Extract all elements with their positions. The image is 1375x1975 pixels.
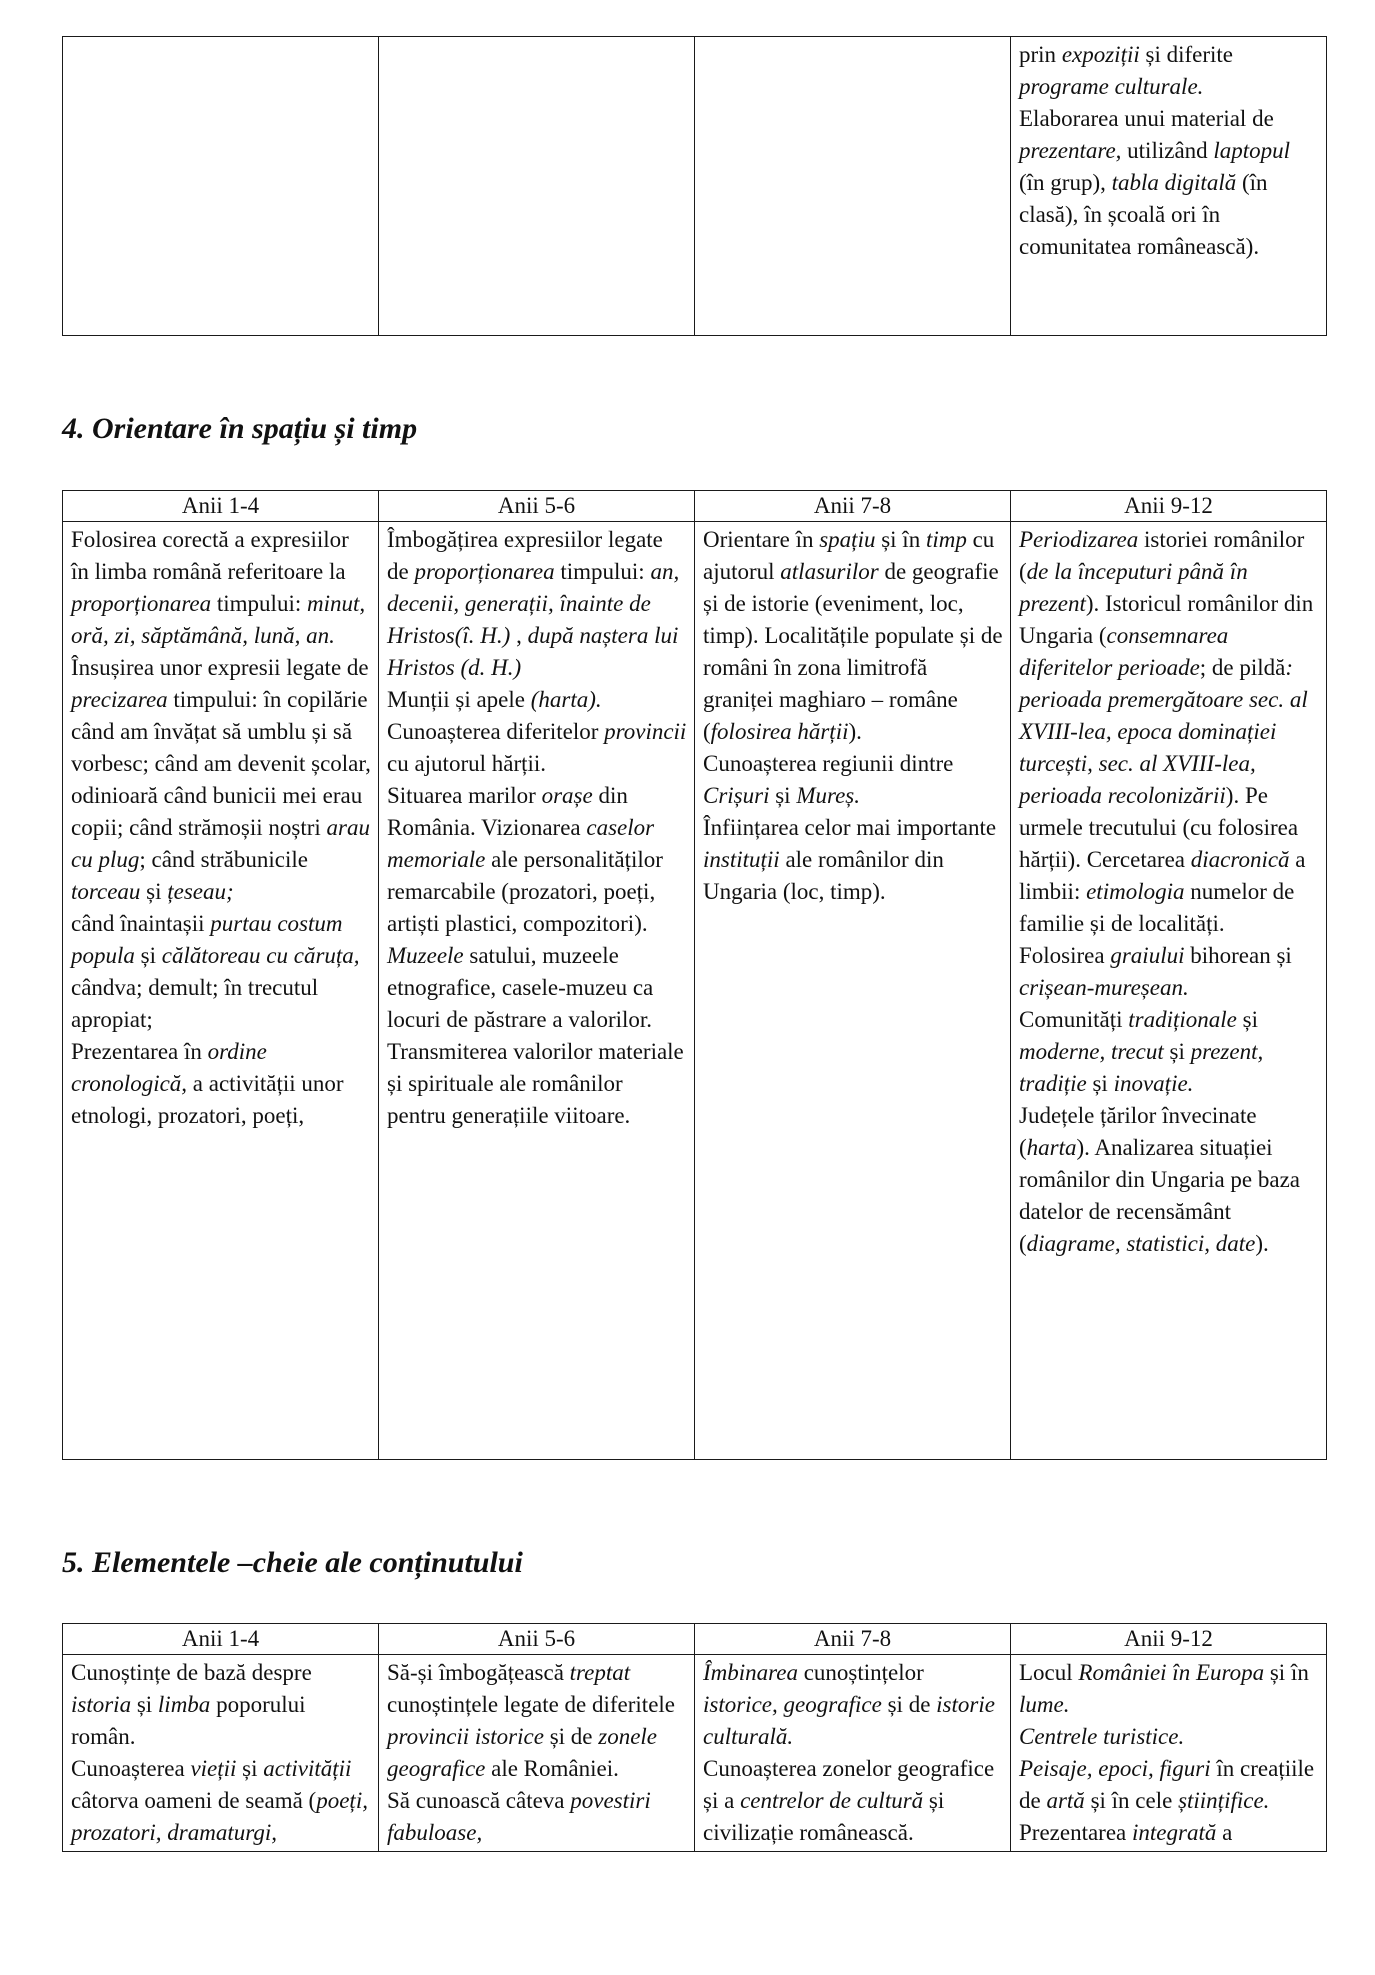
text: Prezentarea	[1019, 1820, 1133, 1845]
italic-text: zonele geografice	[387, 1724, 658, 1781]
text: cu ajutorul	[703, 527, 995, 584]
italic-text: Muzeele	[387, 943, 464, 968]
cell-paragraph	[1019, 39, 1319, 103]
cell-paragraph	[71, 524, 371, 652]
italic-text: minut, oră, zi, săptămână, lună, an.	[71, 591, 366, 648]
table-cell	[63, 522, 379, 1460]
italic-text: programe culturale.	[1019, 74, 1204, 99]
italic-text: Peisaje, epoci, figuri	[1019, 1756, 1211, 1781]
italic-text: treptat	[569, 1660, 631, 1685]
italic-text: istorice, geografice	[703, 1692, 882, 1717]
text: a activității unor etnologi, prozatori, poeți,	[71, 1071, 344, 1128]
cell-paragraph	[703, 748, 1003, 812]
italic-text: integrată	[1132, 1820, 1217, 1845]
text: și de	[881, 1692, 937, 1717]
text: a	[1216, 1820, 1233, 1845]
text: cunoștințelor	[797, 1660, 924, 1685]
text: ).	[848, 719, 862, 744]
text: timpului:	[554, 559, 651, 584]
text: Elaborarea unui material de	[1019, 106, 1274, 131]
italic-text: purtau costum popula	[71, 911, 343, 968]
text: și	[134, 943, 162, 968]
italic-text: : perioada premergătoare sec. al XVIII-lea, epoca dominației turcești, sec. al XVIII-lea, perioada recolonizării	[1019, 655, 1308, 808]
text: ). Analizarea situației românilor din Ungaria pe baza datelor de recensământ (	[1019, 1135, 1300, 1256]
text: Cunoașterea	[71, 1756, 191, 1781]
cell-paragraph	[71, 1036, 371, 1132]
text: prin	[1019, 42, 1062, 67]
cell-paragraph	[1019, 103, 1319, 263]
italic-text: călătoreau cu căruța,	[161, 943, 360, 968]
text: (în clasă), în școală ori în comunitatea românească).	[1019, 170, 1268, 259]
table-cell	[695, 37, 1011, 336]
table-cell	[695, 1655, 1011, 1852]
cell-paragraph	[1019, 1657, 1319, 1721]
text: Să cunoască câteva	[387, 1788, 571, 1813]
italic-text: prezentare,	[1019, 138, 1122, 163]
italic-text: tabla digitală	[1111, 170, 1237, 195]
text: și diferite	[1139, 42, 1233, 67]
cell-paragraph	[387, 684, 687, 716]
italic-text: an, decenii, generații, înainte de Hristos(î. H.)	[387, 559, 680, 648]
italic-text: de la începuturi până în prezent	[1019, 559, 1248, 616]
section-heading: 4. Orientare în spațiu și timp	[62, 412, 418, 445]
table-elemente-cheie	[62, 1623, 1327, 1852]
text: Cunoașterea zonelor geografice și a	[703, 1756, 995, 1813]
text: Însușirea unor expresii legate de	[71, 655, 369, 680]
cell-paragraph	[387, 780, 687, 940]
column-header: Anii 5-6	[379, 1624, 695, 1655]
text: utilizând	[1121, 138, 1214, 163]
text: și	[1236, 1007, 1258, 1032]
column-header: Anii 7-8	[695, 491, 1011, 522]
text: satului, muzeele etnografice, casele-muzeu ca locuri de păstrare a valorilor. Transmiterea valorilor materiale și spirituale ale românilor pentru generațiile viitoare.	[387, 943, 684, 1128]
text: și	[236, 1756, 264, 1781]
column-header: Anii 9-12	[1011, 491, 1327, 522]
italic-text: țeseau;	[167, 879, 234, 904]
italic-text: Centrele turistice.	[1019, 1724, 1185, 1749]
text: ). Istoricul românilor din Ungaria (	[1019, 591, 1314, 648]
text: Cunoașterea diferitelor	[387, 719, 605, 744]
text: cândva; demult; în trecutul apropiat;	[71, 975, 319, 1032]
italic-text: laptopul	[1213, 138, 1291, 163]
text: Cunoștințe de bază despre	[71, 1660, 312, 1685]
italic-text: lume.	[1019, 1692, 1070, 1717]
italic-text: vieții	[190, 1756, 237, 1781]
italic-text: timp	[925, 527, 967, 552]
italic-text: Periodizarea	[1019, 527, 1139, 552]
table-row	[63, 37, 1327, 336]
italic-text: spațiu	[819, 527, 876, 552]
italic-text: moderne, trecut	[1019, 1039, 1164, 1064]
cell-paragraph	[387, 1657, 687, 1785]
table-header-row	[63, 491, 1327, 522]
cell-paragraph	[703, 812, 1003, 908]
italic-text: provincii	[604, 719, 687, 744]
table-cell	[379, 522, 695, 1460]
italic-text: artă	[1046, 1788, 1085, 1813]
cell-paragraph	[387, 524, 687, 684]
cell-paragraph	[1019, 1753, 1319, 1817]
cell-paragraph	[387, 940, 687, 1132]
text: timpului:	[211, 591, 307, 616]
table-row	[63, 1655, 1327, 1852]
italic-text: României în Europa	[1078, 1660, 1265, 1685]
italic-text: graiului	[1110, 943, 1185, 968]
italic-text: etimologia	[1086, 879, 1185, 904]
text: ; de pildă	[1199, 655, 1286, 680]
italic-text: precizarea	[71, 687, 168, 712]
text: (în grup),	[1019, 170, 1112, 195]
cell-paragraph	[71, 652, 371, 908]
cell-paragraph	[1019, 1721, 1319, 1753]
text: Locul	[1019, 1660, 1079, 1685]
italic-text: diagrame, statistici, date	[1026, 1231, 1256, 1256]
italic-text: ordine cronologică,	[71, 1039, 267, 1096]
italic-text: povestiri fabuloase,	[387, 1788, 651, 1845]
italic-text: centrelor de cultură	[740, 1788, 924, 1813]
italic-text: Îmbinarea	[703, 1660, 798, 1685]
italic-text: științifice.	[1178, 1788, 1270, 1813]
column-header: Anii 1-4	[63, 1624, 379, 1655]
column-header: Anii 5-6	[379, 491, 695, 522]
text: istoriei românilor (	[1019, 527, 1305, 584]
italic-text: limba	[157, 1692, 211, 1717]
text: Folosirea corectă a expresiilor în limba română referitoare la	[71, 527, 349, 584]
cell-paragraph	[71, 1753, 371, 1849]
cell-paragraph	[71, 908, 371, 1036]
text: timpului: în copilărie când am învățat să umblu și să vorbesc; când am devenit școlar, odinioară când bunicii mei erau copii; când strămoșii noștri	[71, 687, 371, 840]
text: și	[1163, 1039, 1191, 1064]
italic-text: orașe	[541, 783, 593, 808]
cell-paragraph	[1019, 1100, 1319, 1260]
column-header: Anii 1-4	[63, 491, 379, 522]
text: când înaintașii	[71, 911, 211, 936]
italic-text: activității	[263, 1756, 352, 1781]
text: Munții și apele	[387, 687, 531, 712]
text: Situarea marilor	[387, 783, 542, 808]
section-heading: 5. Elementele –cheie ale conținutului	[62, 1546, 523, 1579]
italic-text: atlasurilor	[780, 559, 879, 584]
text: bihorean și	[1184, 943, 1292, 968]
italic-text: crișean-mureșean.	[1019, 975, 1189, 1000]
text: și civilizație românească.	[703, 1788, 945, 1845]
italic-text: după naștera lui Hristos (d. H.)	[387, 623, 679, 680]
text: numelor de familie și de localități.	[1019, 879, 1295, 936]
italic-text: diacronică	[1190, 847, 1290, 872]
cell-paragraph	[1019, 1004, 1319, 1100]
italic-text: harta	[1026, 1135, 1077, 1160]
italic-text: caselor memoriale	[387, 815, 655, 872]
table-cell	[1011, 522, 1327, 1460]
text: și	[140, 879, 168, 904]
column-header: Anii 9-12	[1011, 1624, 1327, 1655]
text: și	[1086, 1071, 1114, 1096]
italic-text: (harta).	[530, 687, 602, 712]
text: ale românilor din Ungaria (loc, timp).	[703, 847, 944, 904]
text: cunoștințele legate de diferitele	[387, 1692, 676, 1717]
table-cell	[695, 522, 1011, 1460]
cell-paragraph	[703, 1753, 1003, 1849]
italic-text: folosirea hărții	[710, 719, 849, 744]
text: și în	[875, 527, 926, 552]
table-cell	[379, 1655, 695, 1852]
cell-paragraph	[1019, 524, 1319, 940]
cell-paragraph	[387, 1785, 687, 1849]
italic-text: Mureș.	[796, 783, 860, 808]
text: și	[769, 783, 797, 808]
text: în creațiile de	[1019, 1756, 1315, 1813]
text: ).	[1255, 1231, 1269, 1256]
text: și în	[1264, 1660, 1309, 1685]
text: cu ajutorul hărții.	[387, 751, 547, 776]
text: Să-și îmbogățească	[387, 1660, 570, 1685]
table-cell	[1011, 1655, 1327, 1852]
table-orientare	[62, 490, 1327, 1460]
cell-paragraph	[703, 524, 1003, 748]
italic-text: proporționarea	[414, 559, 555, 584]
text: ale României.	[485, 1756, 619, 1781]
italic-text: arau cu plug	[71, 815, 370, 872]
text: ale personalităților remarcabile (prozatori, poeți, artiști plastici, compozitori).	[387, 847, 663, 936]
text: Folosirea	[1019, 943, 1111, 968]
text: ; când străbunicile	[139, 847, 308, 872]
text: Îmbogățirea expresiilor legate de	[387, 527, 663, 584]
text: Cunoașterea regiunii dintre	[703, 751, 954, 776]
italic-text: torceau	[71, 879, 141, 904]
italic-text: prezent, tradiție	[1019, 1039, 1264, 1096]
text: de geografie și de istorie (eveniment, loc, timp). Localitățile populate și de români în zona limitrofă graniței maghiaro – române (	[703, 559, 1003, 744]
italic-text: inovație.	[1113, 1071, 1194, 1096]
text: din România. Vizionarea	[387, 783, 628, 840]
italic-text: instituții	[703, 847, 780, 872]
cell-paragraph	[703, 1657, 1003, 1753]
cell-paragraph	[71, 1657, 371, 1753]
text: ,	[510, 623, 528, 648]
italic-text: istoria	[71, 1692, 132, 1717]
text: poporului român.	[71, 1692, 306, 1749]
text: ). Pe urmele trecutului (cu folosirea hărții). Cercetarea	[1019, 783, 1299, 872]
text: Înființarea celor mai importante	[703, 815, 997, 840]
table-cell	[379, 37, 695, 336]
column-header: Anii 7-8	[695, 1624, 1011, 1655]
text: și	[131, 1692, 158, 1717]
italic-text: istorie culturală.	[703, 1692, 995, 1749]
italic-text: poeți, prozatori, dramaturgi,	[71, 1788, 368, 1845]
italic-text: tradiționale	[1128, 1007, 1237, 1032]
table-cell	[63, 37, 379, 336]
text: Județele țărilor învecinate (	[1019, 1103, 1257, 1160]
table-cell	[1011, 37, 1327, 336]
italic-text: consemnarea diferitelor perioade	[1019, 623, 1229, 680]
italic-text: expoziții	[1061, 42, 1140, 67]
text: și de	[543, 1724, 599, 1749]
italic-text: proporționarea	[71, 591, 212, 616]
italic-text: Crișuri	[703, 783, 770, 808]
text: Prezentarea în	[71, 1039, 208, 1064]
table-header-row	[63, 1624, 1327, 1655]
text: a limbii:	[1019, 847, 1306, 904]
table-continuation	[62, 36, 1327, 336]
cell-paragraph	[1019, 940, 1319, 1004]
text: și în cele	[1084, 1788, 1179, 1813]
text: câtorva oameni de seamă (	[71, 1788, 317, 1813]
cell-paragraph	[387, 716, 687, 780]
table-cell	[63, 1655, 379, 1852]
text: Orientare în	[703, 527, 820, 552]
cell-paragraph	[1019, 1817, 1319, 1849]
italic-text: provincii istorice	[387, 1724, 544, 1749]
table-row	[63, 522, 1327, 1460]
text: Comunități	[1019, 1007, 1129, 1032]
